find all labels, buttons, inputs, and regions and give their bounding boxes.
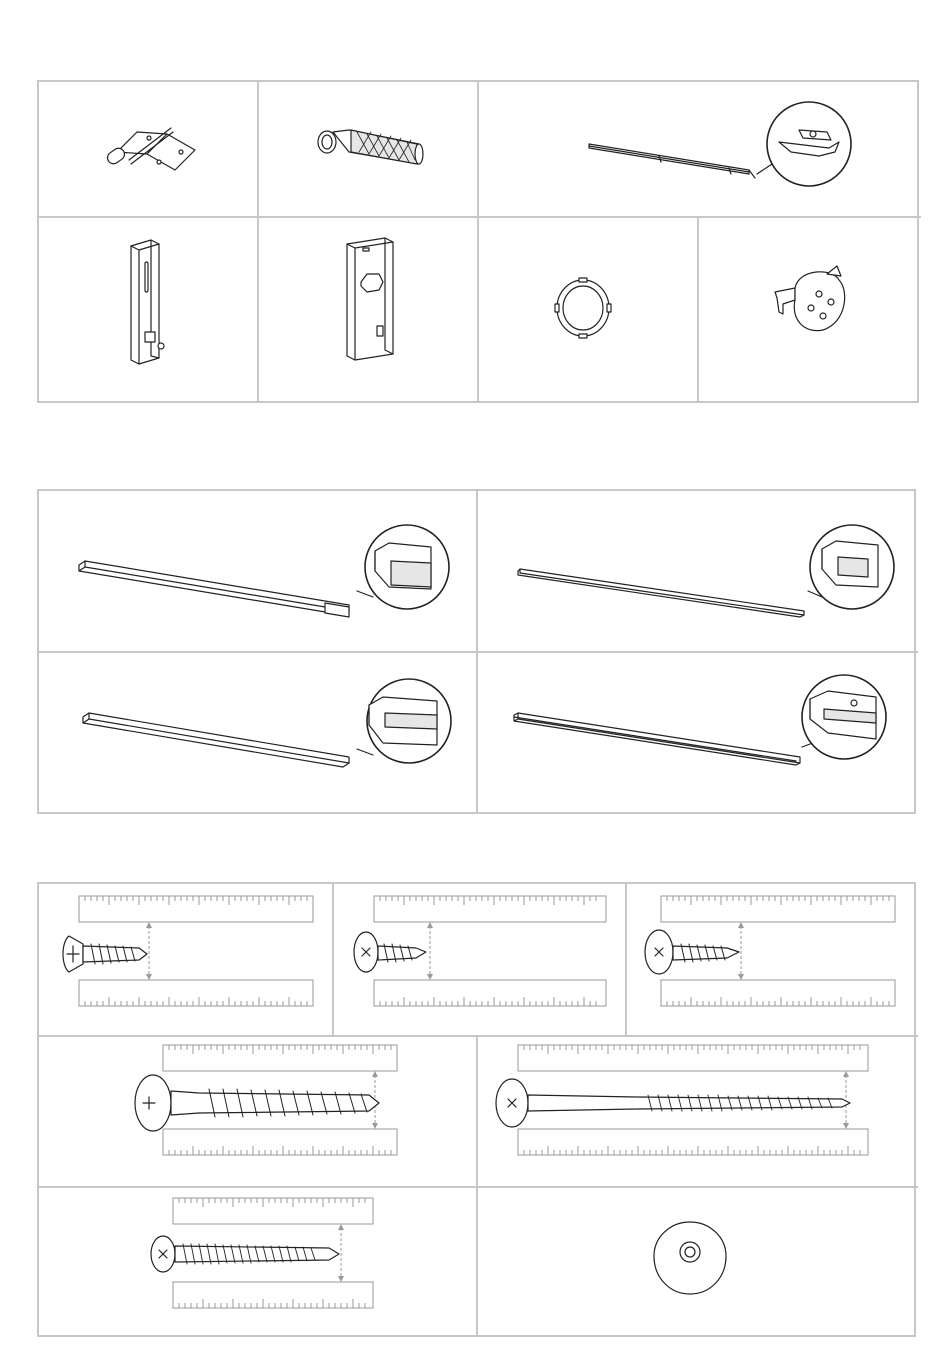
- part-cell-lock-ring: [479, 218, 699, 403]
- handle-grip-illustration: [259, 82, 479, 218]
- rail-profile-d-illustration: [478, 653, 918, 814]
- self-drilling-screw-illustration: [39, 1188, 478, 1337]
- rail-cell-b: [478, 491, 918, 653]
- fastener-cell-pan-head-screw-small: [334, 884, 627, 1037]
- rail-profile-b-illustration: [478, 491, 918, 653]
- part-cell-lock-cover-plate: [259, 218, 479, 403]
- fastener-cell-spacer-washer: [478, 1188, 918, 1337]
- fastener-cell-pan-head-screw-small-2: [627, 884, 918, 1037]
- pan-head-screw-long-illustration: [39, 1037, 478, 1188]
- rail-cell-a: [39, 491, 478, 653]
- latch-cam-illustration: [699, 218, 921, 403]
- fastener-cell-pan-head-screw-extra-long: [478, 1037, 918, 1188]
- fasteners-panel: [37, 882, 916, 1337]
- fastener-cell-countersunk-screw: [39, 884, 334, 1037]
- part-cell-track-rail: [479, 82, 921, 218]
- fastener-cell-pan-head-screw-long: [39, 1037, 478, 1188]
- part-cell-lock-body: [39, 218, 259, 403]
- hinge-illustration: [39, 82, 259, 218]
- pan-head-screw-extra-long-illustration: [478, 1037, 918, 1188]
- rail-profile-c-illustration: [39, 653, 478, 814]
- lock-body-illustration: [39, 218, 259, 403]
- rail-cell-d: [478, 653, 918, 814]
- rail-profiles-panel: [37, 489, 916, 814]
- pan-head-screw-small-illustration: [334, 884, 627, 1037]
- spacer-washer-illustration: [478, 1188, 918, 1337]
- part-cell-latch-cam: [699, 218, 921, 403]
- part-cell-handle-grip: [259, 82, 479, 218]
- hardware-parts-panel: [37, 80, 919, 403]
- pan-head-screw-small-2-illustration: [627, 884, 918, 1037]
- countersunk-screw-illustration: [39, 884, 334, 1037]
- track-rail-illustration: [479, 82, 921, 218]
- rail-cell-c: [39, 653, 478, 814]
- lock-cover-plate-illustration: [259, 218, 479, 403]
- rail-profile-a-illustration: [39, 491, 478, 653]
- part-cell-hinge: [39, 82, 259, 218]
- fastener-cell-self-drilling-screw: [39, 1188, 478, 1337]
- lock-ring-illustration: [479, 218, 699, 403]
